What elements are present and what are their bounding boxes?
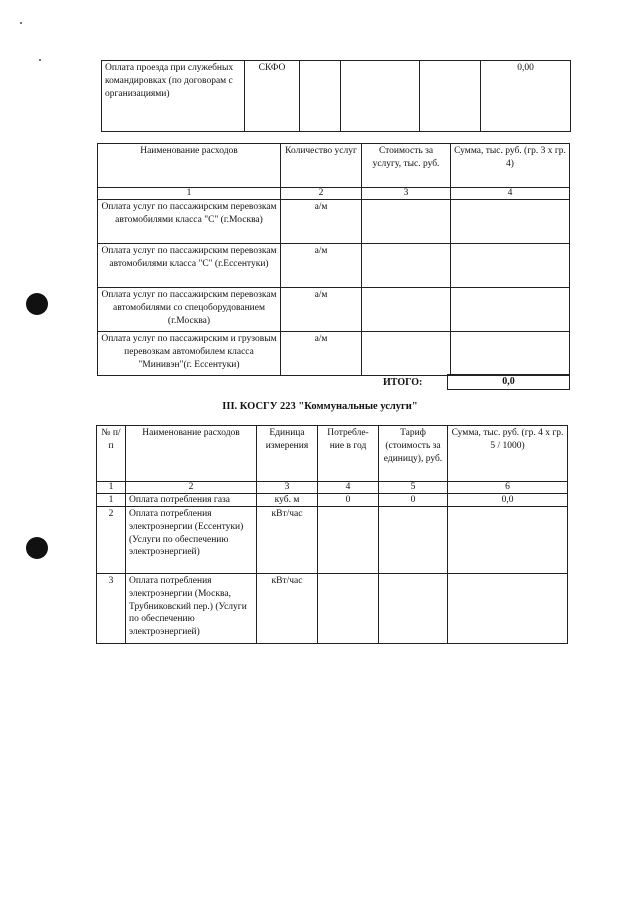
table-header-row [97, 426, 568, 482]
column-header: Стоимость за услугу, тыс. руб. [362, 144, 451, 188]
scan-speck [39, 59, 41, 61]
column-header: Единица измерения [257, 426, 318, 482]
column-number: 4 [318, 482, 379, 494]
expense-name-cell: Оплата потребления газа [126, 494, 257, 507]
table-row [97, 494, 568, 507]
unit-cell: а/м [281, 288, 362, 332]
empty-cell [451, 332, 570, 376]
code-cell: СКФО [245, 61, 300, 132]
unit-cell: а/м [281, 244, 362, 288]
travel-expense-table [101, 60, 571, 132]
empty-cell [420, 61, 481, 132]
empty-cell [451, 244, 570, 288]
column-number-row [98, 188, 570, 200]
column-header: Тариф (стоимость за единицу), руб. [379, 426, 448, 482]
empty-cell [362, 200, 451, 244]
consumption-cell: 0 [318, 494, 379, 507]
row-number: 3 [97, 574, 126, 644]
empty-cell [341, 61, 420, 132]
column-number: 6 [448, 482, 568, 494]
empty-cell [451, 288, 570, 332]
unit-cell: кВт/час [257, 574, 318, 644]
table-row [97, 574, 568, 644]
expense-name-cell: Оплата услуг по пассажирским перевозкам автомобилями класса "С" (г.Москва) [98, 200, 281, 244]
tariff-cell: 0 [379, 494, 448, 507]
table-row [98, 288, 570, 332]
consumption-cell [318, 574, 379, 644]
table-row [98, 332, 570, 376]
empty-cell [362, 332, 451, 376]
table-row [98, 200, 570, 244]
row-number: 1 [97, 494, 126, 507]
total-value: 0,0 [447, 374, 570, 390]
expense-name-cell: Оплата проезда при служебных командировках (по договорам с организациями) [102, 61, 245, 132]
column-header: Наименование расходов [98, 144, 281, 188]
column-number: 1 [98, 188, 281, 200]
punch-hole [26, 537, 48, 559]
column-header: Сумма, тыс. руб. (гр. 3 х гр. 4) [451, 144, 570, 188]
column-number: 3 [257, 482, 318, 494]
expense-name-cell: Оплата потребления электроэнергии (Ессентуки) (Услуги по обеспечению электроэнергией) [126, 507, 257, 574]
column-number: 5 [379, 482, 448, 494]
tariff-cell [379, 507, 448, 574]
empty-cell [300, 61, 341, 132]
unit-cell: а/м [281, 200, 362, 244]
total-label: ИТОГО: [383, 377, 423, 388]
column-header: Наименование расходов [126, 426, 257, 482]
expense-name-cell: Оплата услуг по пассажирским перевозкам автомобилями класса "С" (г.Ессентуки) [98, 244, 281, 288]
empty-cell [362, 244, 451, 288]
section-heading: III. КОСГУ 223 "Коммунальные услуги" [222, 401, 418, 412]
consumption-cell [318, 507, 379, 574]
column-number: 2 [126, 482, 257, 494]
sum-cell: 0,0 [448, 494, 568, 507]
unit-cell: а/м [281, 332, 362, 376]
sum-cell [448, 507, 568, 574]
expense-name-cell: Оплата потребления электроэнергии (Москва, Трубниковский пер.) (Услуги по обеспечению электроэнергией) [126, 574, 257, 644]
unit-cell: кВт/час [257, 507, 318, 574]
table-header-row [98, 144, 570, 188]
empty-cell [362, 288, 451, 332]
transport-services-table [97, 143, 570, 376]
column-number: 3 [362, 188, 451, 200]
expense-name-cell: Оплата услуг по пассажирским перевозкам автомобилями со спецоборудованием (г.Москва) [98, 288, 281, 332]
punch-hole [26, 293, 48, 315]
column-header: Потребле-ние в год [318, 426, 379, 482]
unit-cell: куб. м [257, 494, 318, 507]
column-number: 1 [97, 482, 126, 494]
utilities-table [96, 425, 568, 644]
sum-cell [448, 574, 568, 644]
column-header: № п/п [97, 426, 126, 482]
row-number: 2 [97, 507, 126, 574]
column-header: Сумма, тыс. руб. (гр. 4 х гр. 5 / 1000) [448, 426, 568, 482]
column-header: Количество услуг [281, 144, 362, 188]
table-row [102, 61, 571, 132]
sum-cell: 0,00 [481, 61, 571, 132]
tariff-cell [379, 574, 448, 644]
column-number: 4 [451, 188, 570, 200]
table-row [98, 244, 570, 288]
table-row [97, 507, 568, 574]
empty-cell [451, 200, 570, 244]
scan-speck [20, 22, 22, 24]
expense-name-cell: Оплата услуг по пассажирским и грузовым перевозкам автомобилем класса "Минивэн"(г. Ессентуки) [98, 332, 281, 376]
column-number: 2 [281, 188, 362, 200]
column-number-row [97, 482, 568, 494]
